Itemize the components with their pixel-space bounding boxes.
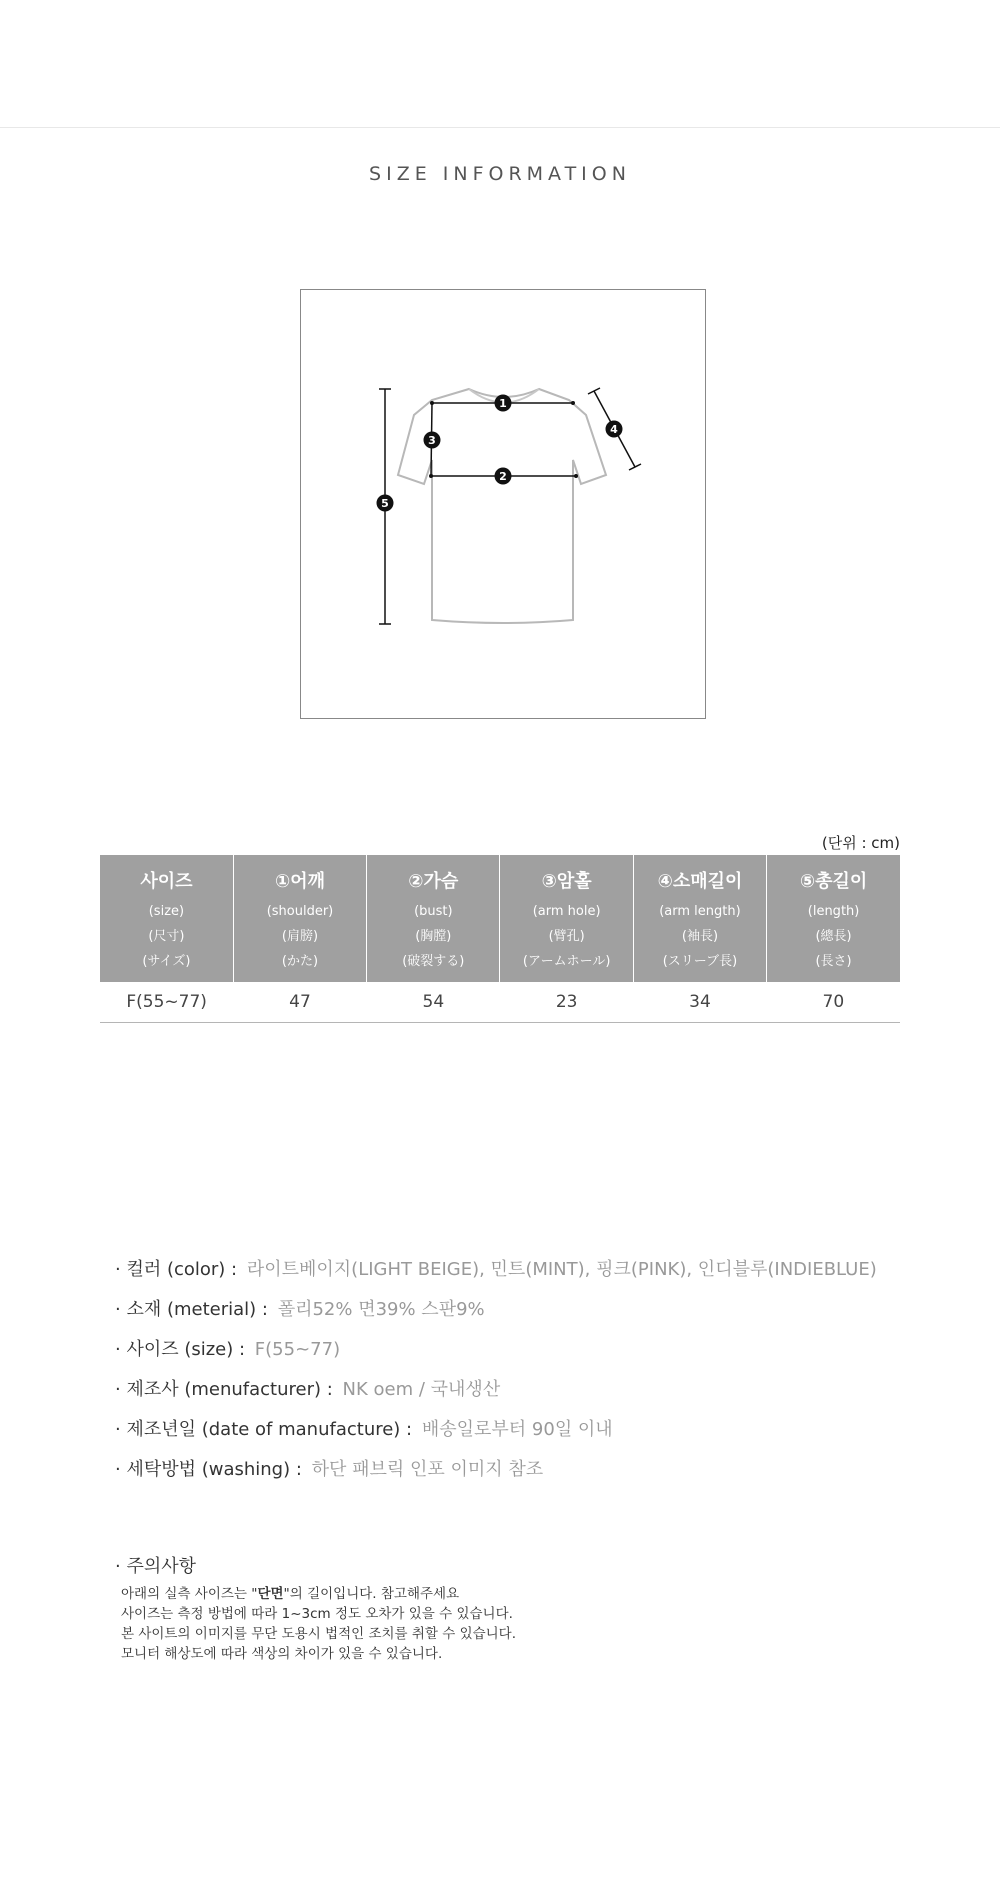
table-row (100, 982, 900, 1023)
notice-line: 사이즈는 측정 방법에 따라 1~3cm 정도 오차가 있을 수 있습니다. (121, 1606, 513, 1622)
info-value: 배송일로부터 90일 이내 (421, 1419, 613, 1440)
notice-text (121, 1584, 516, 1664)
info-material (115, 1295, 915, 1335)
info-value: 폴리52% 면39% 스판9% (277, 1299, 485, 1320)
column-header-length: ⑤총길이 (length) (總長) (長さ) (767, 855, 900, 982)
notice-line: 본 사이트의 이미지를 무단 도용시 법적인 조치를 취할 수 있습니다. (121, 1626, 517, 1642)
size-table (100, 855, 900, 1023)
svg-text:1: 1 (499, 397, 507, 410)
cell-shoulder: 47 (233, 982, 366, 1023)
info-washing (115, 1455, 915, 1495)
tshirt-outline (398, 389, 606, 623)
info-color (115, 1255, 915, 1295)
cell-armhole: 23 (500, 982, 633, 1023)
marker-1 (495, 395, 512, 412)
column-header-arm-length: ④소매길이 (arm length) (袖長) (スリーブ長) (633, 855, 766, 982)
product-info-list (115, 1255, 915, 1495)
cell-size: F(55~77) (100, 982, 233, 1023)
column-header-armhole: ③암홀 (arm hole) (臂孔) (アームホール) (500, 855, 633, 982)
marker-5 (377, 495, 394, 512)
tshirt-measurement-diagram (301, 290, 707, 720)
cell-bust: 54 (367, 982, 500, 1023)
info-label: · 세탁방법 (washing) : (115, 1459, 302, 1480)
svg-text:4: 4 (610, 423, 618, 436)
top-divider (0, 127, 1000, 128)
svg-text:3: 3 (428, 434, 436, 447)
info-manufacturer (115, 1375, 915, 1415)
cell-arm-length: 34 (633, 982, 766, 1023)
unit-note: (단위 : cm) (821, 834, 900, 852)
cell-length: 70 (767, 982, 900, 1023)
info-label: · 소재 (meterial) : (115, 1299, 268, 1320)
info-value: 하단 패브릭 인포 이미지 참조 (311, 1459, 544, 1480)
marker-4 (606, 421, 623, 438)
info-label: · 사이즈 (size) : (115, 1339, 246, 1360)
column-header-bust: ②가슴 (bust) (胸膛) (破裂する) (367, 855, 500, 982)
size-diagram (300, 289, 706, 719)
notice-line: 아래의 실측 사이즈는 "단면"의 길이입니다. 참고해주세요 (121, 1586, 460, 1602)
info-label: · 컬러 (color) : (115, 1259, 238, 1280)
notice-line: 모니터 해상도에 따라 색상의 차이가 있을 수 있습니다. (121, 1646, 443, 1662)
svg-text:2: 2 (499, 470, 507, 483)
notice-title: · 주의사항 (115, 1556, 196, 1577)
table-header-row (100, 855, 900, 982)
info-manufacture-date (115, 1415, 915, 1455)
marker-2 (495, 468, 512, 485)
marker-3 (424, 432, 441, 449)
column-header-shoulder: ①어깨 (shoulder) (肩膀) (かた) (233, 855, 366, 982)
info-value: 라이트베이지(LIGHT BEIGE), 민트(MINT), 핑크(PINK), 인디블루(INDIEBLUE) (246, 1259, 877, 1280)
info-label: · 제조년일 (date of manufacture) : (115, 1419, 413, 1440)
info-value: F(55~77) (254, 1339, 341, 1360)
info-size (115, 1335, 915, 1375)
section-title: SIZE INFORMATION (369, 163, 631, 185)
column-header-size: 사이즈 (size) (尺寸) (サイズ) (100, 855, 233, 982)
info-value: NK oem / 국내생산 (342, 1379, 501, 1400)
info-label: · 제조사 (menufacturer) : (115, 1379, 333, 1400)
svg-text:5: 5 (381, 497, 389, 510)
